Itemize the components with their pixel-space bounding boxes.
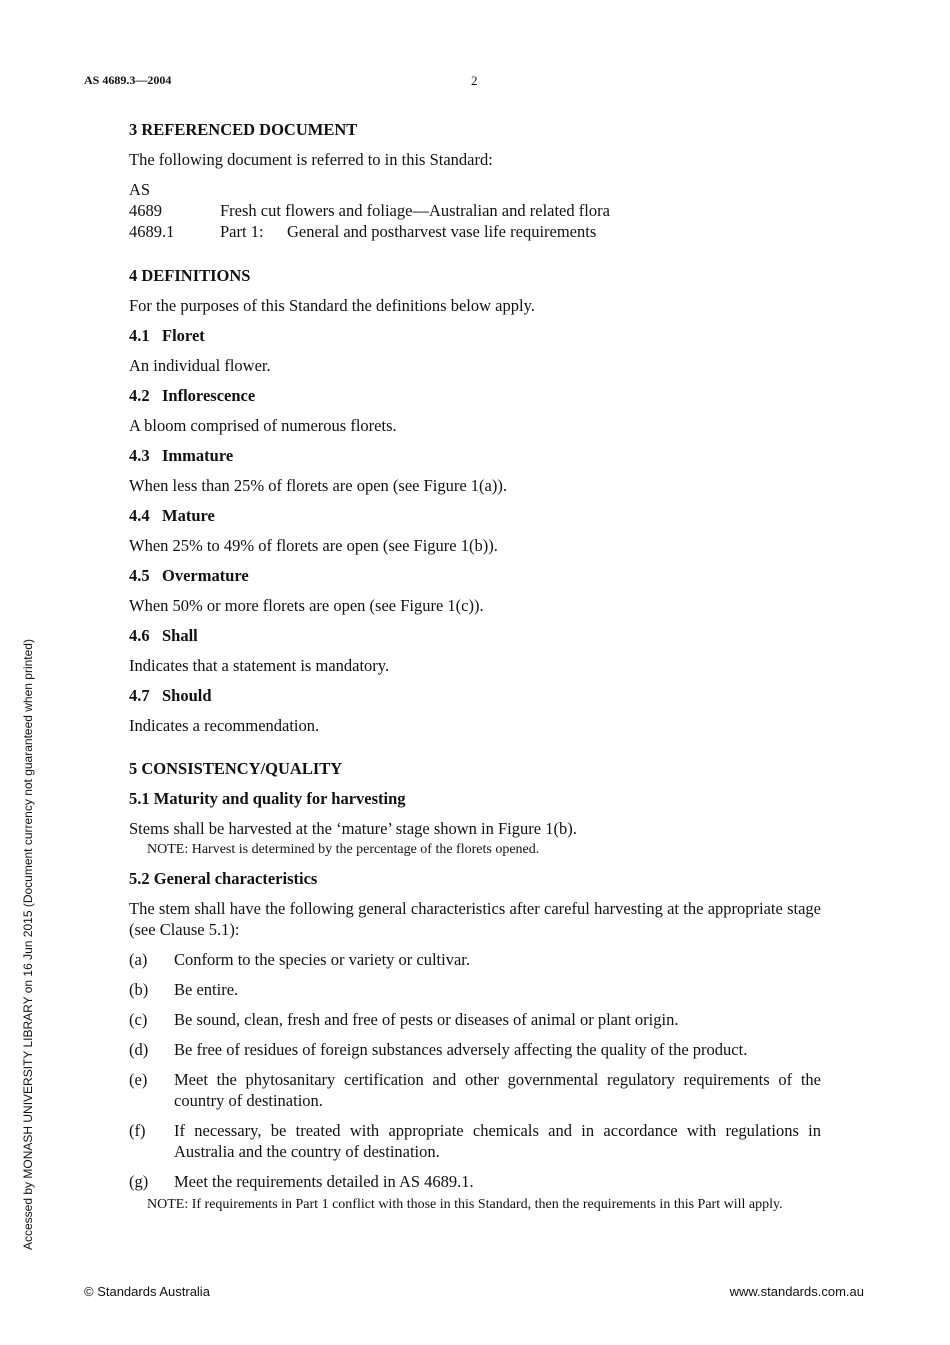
subsection-5-1-text: Stems shall be harvested at the ‘mature’ stage shown in Figure 1(b).	[129, 819, 577, 838]
website-link[interactable]: www.standards.com.au	[729, 1284, 864, 1299]
definition-heading: 4.6 Shall	[129, 626, 198, 645]
section-5-heading: 5 CONSISTENCY/QUALITY	[129, 759, 343, 778]
list-item-label: (f)	[129, 1121, 146, 1140]
ref-part: Part 1:	[220, 222, 264, 241]
ref-row	[129, 200, 821, 221]
access-notice: Accessed by MONASH UNIVERSITY LIBRARY on 16 Jun 2015 (Document currency not guaranteed when printed)	[21, 639, 35, 1250]
definition-heading: 4.4 Mature	[129, 506, 215, 525]
list-item	[129, 1120, 821, 1162]
definition-text: A bloom comprised of numerous florets.	[129, 416, 397, 435]
definition-text: An individual flower.	[129, 356, 271, 375]
ref-row	[129, 221, 821, 242]
definition-text: When 25% to 49% of florets are open (see Figure 1(b)).	[129, 536, 498, 555]
section-4-intro: For the purposes of this Standard the definitions below apply.	[129, 296, 535, 315]
list-item	[129, 1069, 821, 1111]
subsection-5-2-heading: 5.2 General characteristics	[129, 869, 318, 888]
section-3-intro: The following document is referred to in this Standard:	[129, 150, 493, 169]
list-item	[129, 1039, 821, 1060]
list-item-label: (d)	[129, 1040, 149, 1059]
copyright: © Standards Australia	[84, 1284, 210, 1299]
list-item-text: Be sound, clean, fresh and free of pests or diseases of animal or plant origin.	[174, 1010, 679, 1029]
list-item-label: (a)	[129, 950, 148, 969]
list-item-label: (b)	[129, 980, 149, 999]
list-item	[129, 979, 821, 1000]
list-item-text: Meet the phytosanitary certification and other governmental regulatory requirements of the country of destination.	[174, 1070, 821, 1110]
list-item	[129, 1171, 821, 1192]
note: NOTE: Harvest is determined by the percentage of the florets opened.	[147, 842, 540, 857]
subsection-5-2-intro: The stem shall have the following general characteristics after careful harvesting at the appropriate stage (see Clause 5.1):	[129, 899, 821, 939]
ref-title: General and postharvest vase life requirements	[287, 222, 597, 241]
list-item-label: (e)	[129, 1070, 148, 1089]
definition-text: When less than 25% of florets are open (see Figure 1(a)).	[129, 476, 507, 495]
definition-text: Indicates a recommendation.	[129, 716, 320, 735]
page-body	[129, 118, 821, 1214]
definition-text: When 50% or more florets are open (see Figure 1(c)).	[129, 596, 484, 615]
ref-code: 4689.1	[129, 222, 175, 241]
list-item-label: (c)	[129, 1010, 148, 1029]
definition-heading: 4.1 Floret	[129, 326, 205, 345]
list-item-text: Conform to the species or variety or cultivar.	[174, 950, 471, 969]
list-item-text: Meet the requirements detailed in AS 4689.1.	[174, 1172, 474, 1191]
list-item-label: (g)	[129, 1172, 149, 1191]
definition-heading: 4.3 Immature	[129, 446, 234, 465]
definition-heading: 4.2 Inflorescence	[129, 386, 256, 405]
list-item-text: Be free of residues of foreign substances adversely affecting the quality of the product.	[174, 1040, 748, 1059]
definition-heading: 4.5 Overmature	[129, 566, 249, 585]
ref-title: Fresh cut flowers and foliage—Australian and related flora	[220, 201, 610, 220]
note: NOTE: If requirements in Part 1 conflict with those in this Standard, then the requirements in this Part will apply.	[147, 1197, 783, 1212]
ref-prefix: AS	[129, 180, 151, 199]
section-4-heading: 4 DEFINITIONS	[129, 266, 251, 285]
list-item-text: Be entire.	[174, 980, 239, 999]
referenced-documents	[129, 179, 821, 242]
list-item	[129, 949, 821, 970]
list-item	[129, 1009, 821, 1030]
ref-code: 4689	[129, 201, 162, 220]
definition-heading: 4.7 Should	[129, 686, 212, 705]
document-id: AS 4689.3—2004	[84, 73, 172, 87]
page-number: 2	[471, 73, 478, 88]
list-item-text: If necessary, be treated with appropriate chemicals and in accordance with regulations in Australia and the country of destination.	[174, 1121, 821, 1161]
section-3-heading: 3 REFERENCED DOCUMENT	[129, 120, 358, 139]
subsection-5-1-heading: 5.1 Maturity and quality for harvesting	[129, 789, 406, 808]
definition-text: Indicates that a statement is mandatory.	[129, 656, 390, 675]
